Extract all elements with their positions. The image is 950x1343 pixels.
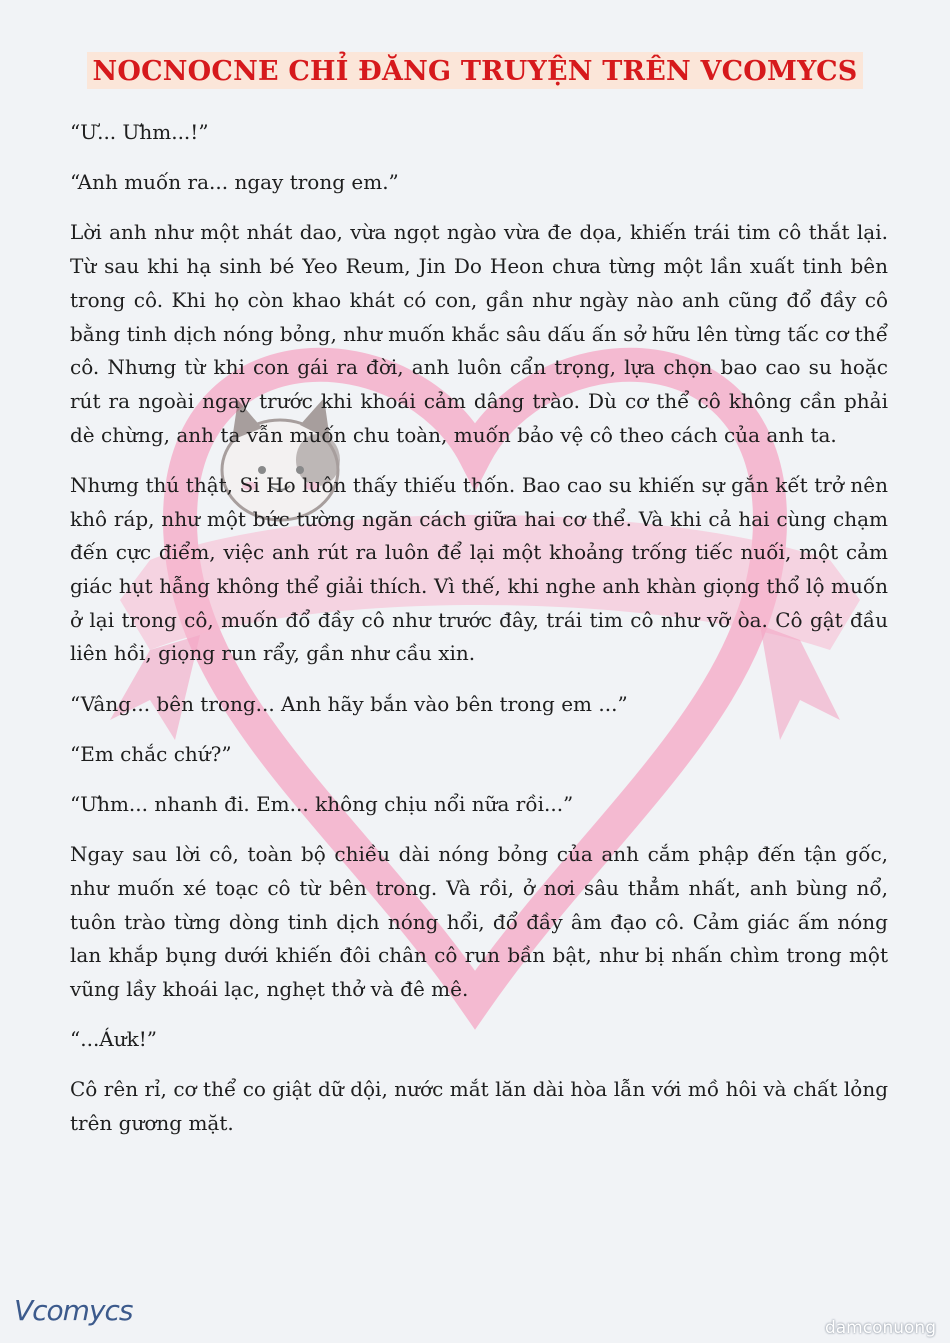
paragraph: Cô rên rỉ, cơ thể co giật dữ dội, nước mắt lăn dài hòa lẫn với mồ hôi và chất lỏng trên gương mặt.: [70, 1077, 888, 1136]
paragraph: “...Áưk!”: [70, 1027, 158, 1052]
paragraph: “Anh muốn ra... ngay trong em.”: [70, 170, 399, 195]
vcomycs-logo: Vcomycs: [14, 1294, 133, 1327]
paragraph: Ngay sau lời cô, toàn bộ chiều dài nóng bỏng của anh cắm phập đến tận gốc, như muốn xé toạc cô từ bên trong. Và rồi, ở nơi sâu thẳm nhất, anh bùng nổ, tuôn trào từng dòng tinh dịch nóng hổi, đổ đầy âm đạo cô. Cảm giác ấm nóng lan khắp bụng dưới khiến đôi chân cô run bần bật, như bị nhấn chìm trong một vũng lầy khoái lạc, nghẹt thở và đê mê.: [70, 842, 888, 1001]
paragraph: Lời anh như một nhát dao, vừa ngọt ngào vừa đe dọa, khiến trái tim cô thắt lại. Từ sau khi hạ sinh bé Yeo Reum, Jin Do Heon chưa từng một lần xuất tinh bên trong cô. Khi họ còn khao khát có con, gần như ngày nào anh cũng đổ đầy cô bằng tinh dịch nóng bỏng, như muốn khắc sâu dấu ấn sở hữu lên từng tấc cơ thể cô. Nhưng từ khi con gái ra đời, anh luôn cẩn trọng, lựa chọn bao cao su hoặc rút ra ngoài ngay trước khi khoái cảm dâng trào. Dù cơ thể cô không cần phải dè chừng, anh ta vẫn muốn chu toàn, muốn bảo vệ cô theo cách của anh ta.: [70, 220, 888, 447]
paragraph: “Vâng... bên trong... Anh hãy bắn vào bên trong em ...”: [70, 691, 628, 716]
paragraph: Nhưng thú thật, Si Ho luôn thấy thiếu thốn. Bao cao su khiến sự gắn kết trở nên khô ráp, như một bức tường ngăn cách giữa hai cơ thể. Và khi cả hai cùng chạm đến cực điểm, việc anh rút ra luôn để lại một khoảng trống tiếc nuối, một cảm giác hụt hẫng không thể giải thích. Vì thế, khi nghe anh khàn giọng thổ lộ muốn ở lại trong cô, muốn đổ đầy cô như trước đây, trái tim cô như vỡ òa. Cô gật đầu liên hồi, giọng run rẩy, gần như cầu xin.: [70, 472, 888, 666]
paragraph: “Ư... Ưhm...!”: [70, 120, 209, 144]
title-wrap: [0, 52, 950, 89]
site-watermark: damconuong: [824, 1318, 936, 1338]
paragraph: “Em chắc chứ?”: [70, 741, 232, 766]
page-title: NOCNOCNE CHỈ ĐĂNG TRUYỆN TRÊN VCOMYCS: [87, 52, 864, 89]
story-text: [70, 116, 888, 1157]
paragraph: “Ưhm... nhanh đi. Em... không chịu nổi nữa rồi...”: [70, 791, 574, 816]
